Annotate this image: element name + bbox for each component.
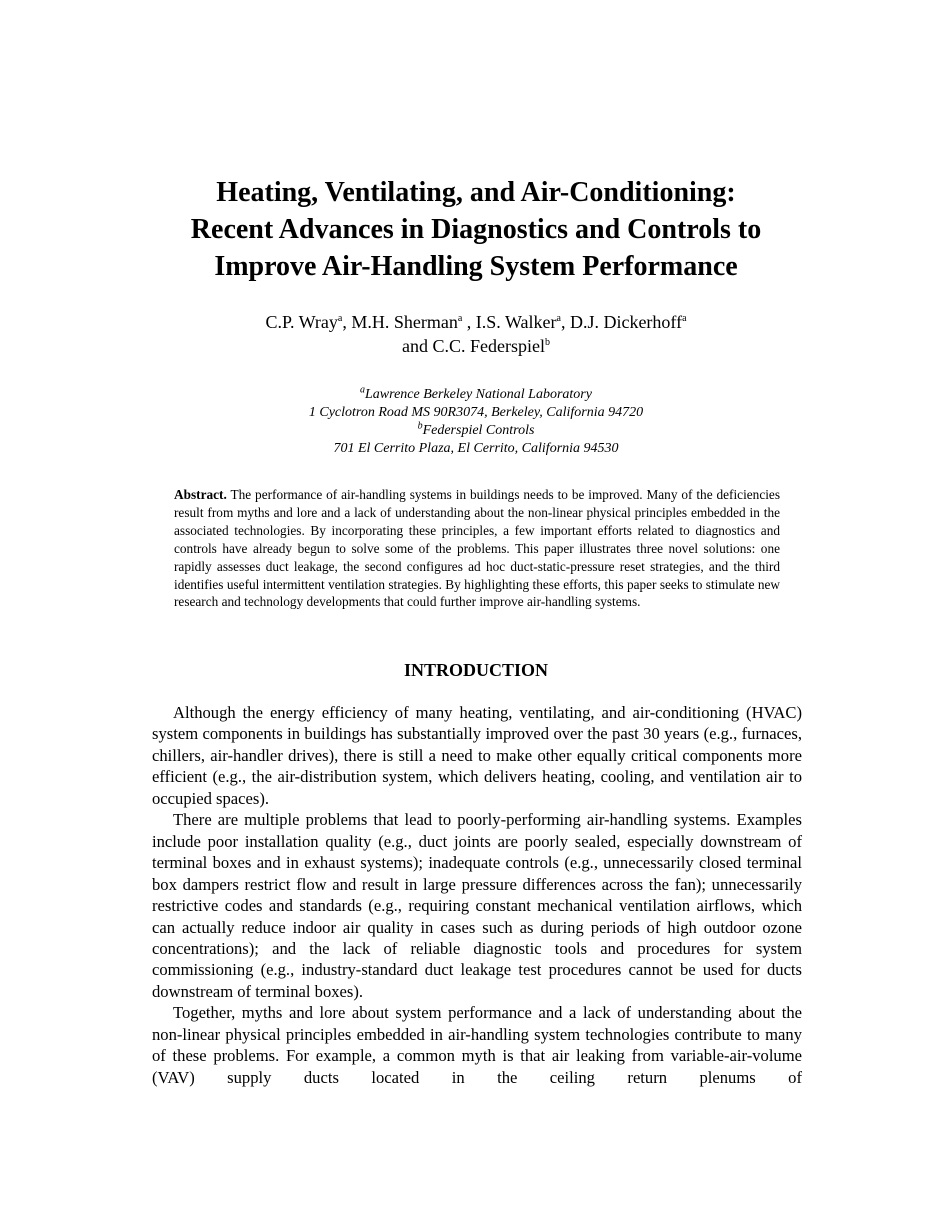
author-line — [100, 310, 852, 334]
affiliation-text: Federspiel Controls — [422, 423, 535, 438]
abstract-text: The performance of air-handling systems in buildings needs to be improved. Many of the deficiencies result from myths and lore and a lack of understanding about the non-linear physical principles embedded in the associated technologies. By incorporating these principles, a few important efforts related to diagnostics and controls have already begun to solve some of the problems. This paper illustrates three novel solutions: one rapidly assesses duct leakage, the second configures ad hoc duct-static-pressure reset strategies, and the third identifies useful intermittent ventilation strategies. By highlighting these efforts, this paper seeks to stimulate new research and technology developments that could further improve air-handling systems. — [174, 487, 780, 610]
author-name: I.S. Walker — [475, 312, 557, 332]
author-list — [100, 310, 852, 358]
affiliation-line — [100, 386, 852, 404]
body-paragraph: Together, myths and lore about system performance and a lack of understanding about the non-linear physical principles embedded in air-handling system technologies contribute to many of these problems. For example, a common myth is that air leaking from variable-air-volume (VAV) supply ducts located in the ceiling return plenums of — [152, 1003, 802, 1087]
affiliation-mark: b — [417, 420, 423, 432]
affiliation-text: 701 El Cerrito Plaza, El Cerrito, California 94530 — [333, 441, 619, 456]
affiliation-mark: b — [545, 337, 550, 348]
author-separator: , — [462, 312, 476, 332]
author-separator: , — [560, 312, 570, 332]
title-line: Improve Air-Handling System Performance — [214, 251, 738, 282]
affiliation-mark: a — [556, 313, 561, 324]
body-paragraph: Although the energy efficiency of many heating, ventilating, and air-conditioning (HVAC) system components in buildings has substantially improved over the past 30 years (e.g., furnaces, chillers, air-handler drives), there is still a need to make other equally critical components more efficient (e.g., the air-distribution system, which delivers heating, cooling, and ventilation air to occupied spaces). — [152, 703, 802, 808]
author-name: D.J. Dickerhoff — [569, 312, 683, 332]
affiliation-text: 1 Cyclotron Road MS 90R3074, Berkeley, California 94720 — [308, 405, 644, 420]
affiliation-line — [100, 422, 852, 440]
introduction-body — [152, 702, 802, 1088]
affiliation-mark: a — [337, 313, 343, 324]
affiliation-mark: a — [682, 313, 687, 324]
section-heading: INTRODUCTION — [403, 660, 549, 680]
affiliation-mark: a — [457, 313, 463, 324]
author-name: C.C. Federspiel — [432, 336, 545, 356]
author-name: C.P. Wray — [265, 312, 338, 332]
abstract — [174, 486, 780, 611]
author-separator: , — [342, 312, 352, 332]
abstract-label: Abstract. — [174, 487, 227, 502]
affiliation-line — [100, 440, 852, 458]
affiliations — [100, 386, 852, 458]
title-line: Recent Advances in Diagnostics and Controls to — [190, 214, 762, 245]
author-line — [100, 334, 852, 358]
affiliation-text: Lawrence Berkeley National Laboratory — [365, 387, 592, 402]
affiliation-mark: a — [360, 384, 366, 396]
affiliation-line — [100, 404, 852, 422]
paper-title — [100, 174, 852, 285]
author-conjunction: and — [402, 336, 433, 356]
title-line: Heating, Ventilating, and Air-Conditioning: — [216, 177, 736, 208]
author-name: M.H. Sherman — [351, 312, 458, 332]
body-paragraph: There are multiple problems that lead to poorly-performing air-handling systems. Examples include poor installation quality (e.g., duct joints are poorly sealed, especially downstream of terminal boxes and in exhaust systems); inadequate controls (e.g., unnecessarily closed terminal box dampers restrict flow and result in large pressure differences across the fan); unnecessarily restrictive codes and standards (e.g., requiring constant mechanical ventilation airflows, which can actually reduce indoor air quality in cases such as during periods of high outdoor ozone concentrations); and the lack of reliable diagnostic tools and procedures for system commissioning (e.g., industry-standard duct leakage test procedures cannot be used for ducts downstream of terminal boxes). — [152, 810, 802, 1001]
